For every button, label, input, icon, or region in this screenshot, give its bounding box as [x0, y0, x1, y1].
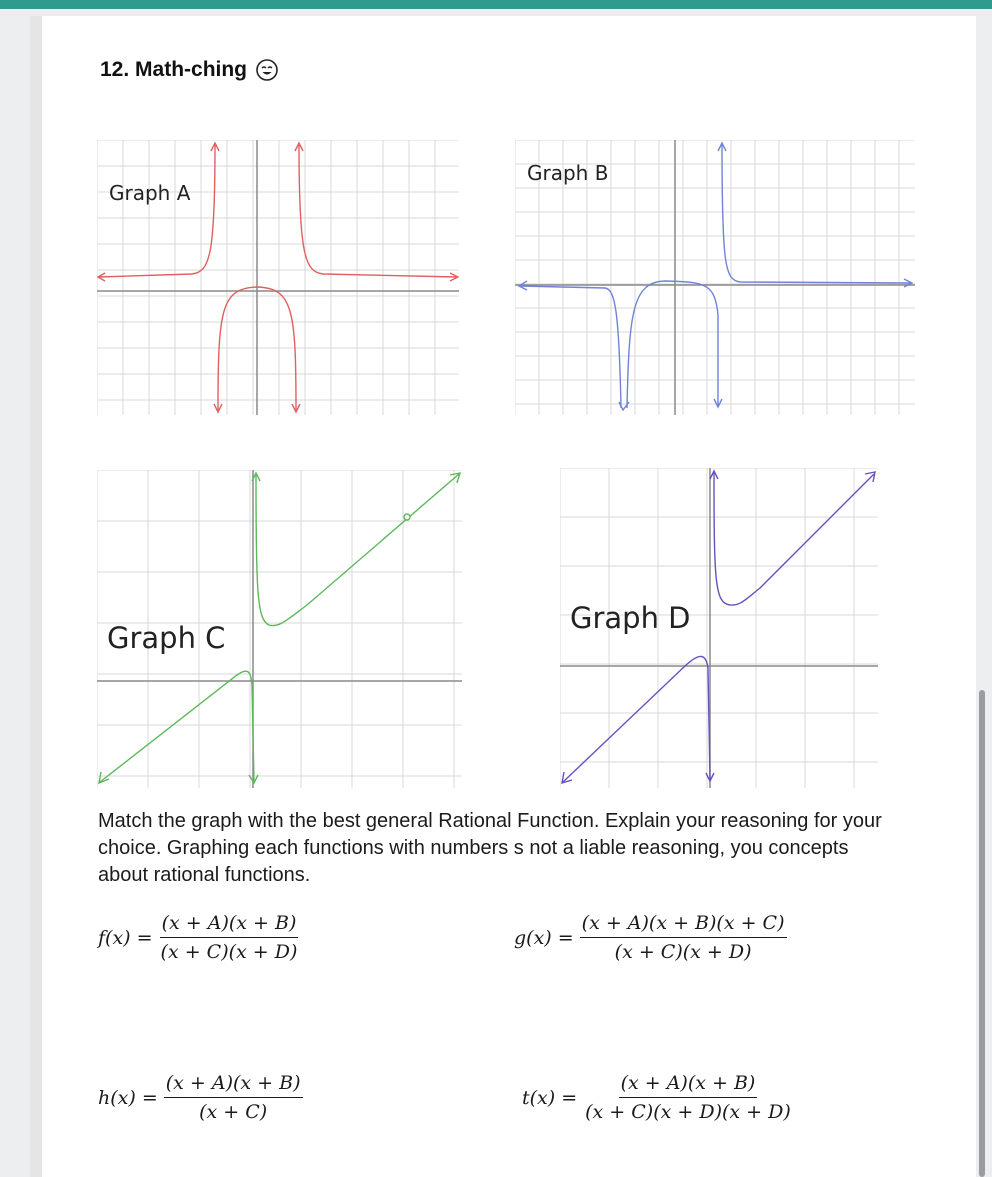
smiling-face-icon: [255, 58, 279, 82]
graph-c: [97, 470, 462, 788]
formula-f-denominator: (x + C)(x + D): [160, 941, 298, 963]
graph-c-hole: [404, 514, 410, 520]
graph-d-right-branch: [714, 473, 874, 605]
formula-h-name: h(x) =: [98, 1086, 158, 1109]
graph-d-canvas: [560, 468, 878, 788]
formula-g-name: g(x) =: [514, 926, 574, 949]
formula-f: [98, 912, 299, 963]
graph-a-right-branch: [299, 145, 457, 277]
formula-t-denominator: (x + C)(x + D)(x + D): [585, 1101, 791, 1123]
graph-a-label: Graph A: [109, 181, 191, 205]
formula-g-numerator: (x + A)(x + B)(x + C): [580, 912, 787, 938]
formula-h-numerator: (x + A)(x + B): [164, 1072, 303, 1098]
graph-d-arrow-right: [865, 472, 875, 482]
formula-f-numerator: (x + A)(x + B): [160, 912, 299, 938]
formula-g: [514, 912, 787, 963]
graph-b: [515, 140, 915, 415]
graph-b-left-branch: [520, 286, 621, 408]
graph-c-right-branch: [256, 474, 459, 626]
graph-c-canvas: [97, 470, 462, 788]
graph-a-left-branch: [99, 145, 215, 277]
graph-d-left-branch: [563, 656, 710, 782]
formula-h-fraction: [164, 1072, 303, 1123]
formula-f-fraction: [159, 912, 300, 963]
formula-t: [522, 1072, 793, 1123]
scrollbar-thumb[interactable]: [979, 690, 985, 1177]
formula-f-name: f(x) =: [98, 926, 153, 949]
formula-g-fraction: [580, 912, 787, 963]
question-title-text: 12. Math-ching: [100, 58, 248, 81]
formula-t-fraction: [583, 1072, 793, 1123]
graph-b-middle-branch: [627, 281, 718, 408]
graph-d-label: Graph D: [570, 601, 691, 635]
formula-h: [98, 1072, 303, 1123]
graph-b-label: Graph B: [527, 161, 609, 185]
graph-a: [97, 140, 459, 415]
instructions-text: Match the graph with the best general Rational Function. Explain your reasoning for your choice. Graphing each functions with numbers s not a liable reasoning, you concepts about rational functions.: [98, 810, 882, 886]
formula-t-name: t(x) =: [522, 1086, 578, 1109]
formula-h-denominator: (x + C): [199, 1101, 268, 1123]
formula-g-denominator: (x + C)(x + D): [614, 941, 752, 963]
top-accent-bar: [0, 0, 992, 9]
graph-c-left-branch: [100, 671, 254, 782]
graph-b-canvas: [515, 140, 915, 415]
left-margin: [30, 16, 42, 1177]
graph-d: [560, 468, 878, 788]
graph-b-right-branch: [722, 145, 910, 283]
graph-c-label: Graph C: [107, 621, 226, 655]
formula-t-numerator: (x + A)(x + B): [619, 1072, 758, 1098]
question-title: [100, 58, 279, 82]
graph-a-canvas: [97, 140, 459, 415]
